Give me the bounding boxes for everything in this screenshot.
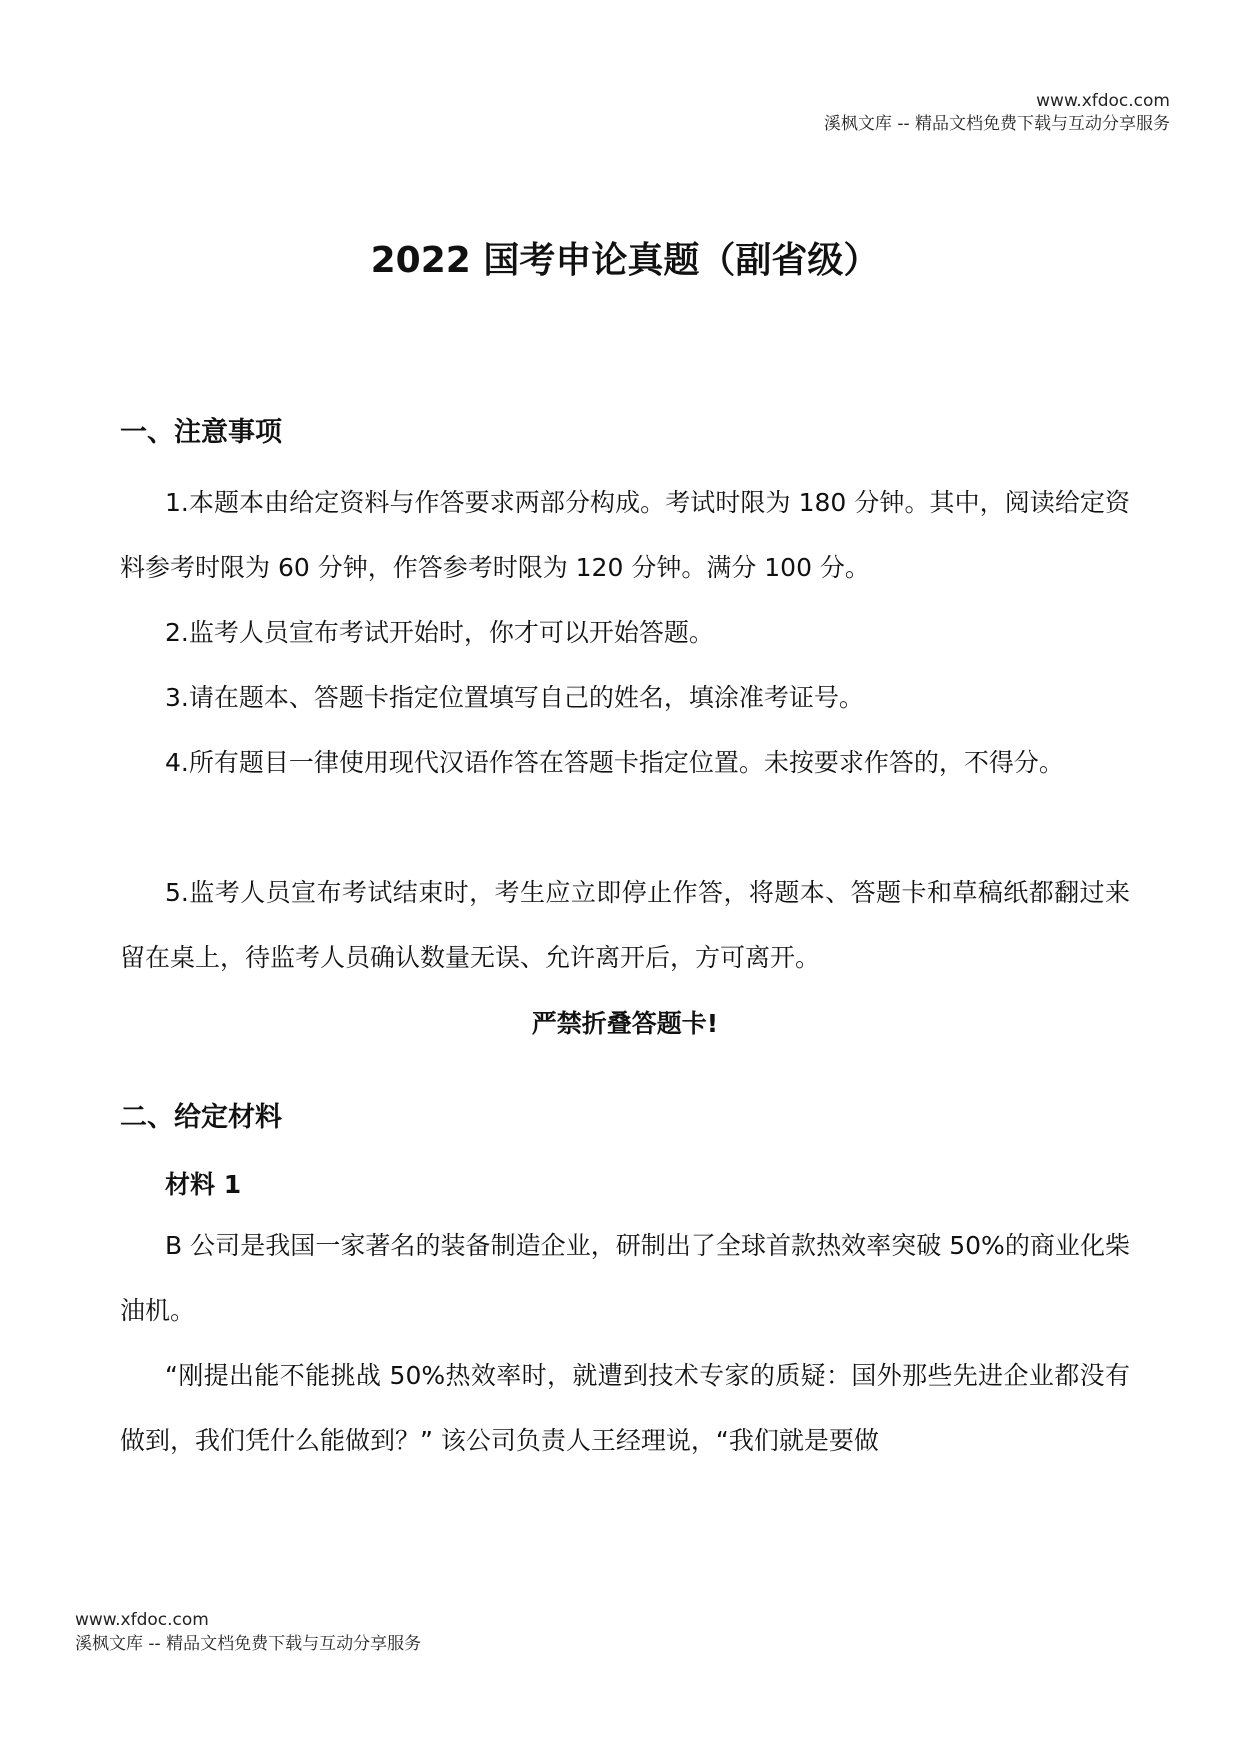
footer-tagline: 溪枫文库 -- 精品文档免费下载与互动分享服务 [75,1634,422,1654]
material-paragraph-2: “刚提出能不能挑战 50%热效率时，就遭到技术专家的质疑：国外那些先进企业都没有做到，我们凭什么能做到？” 该公司负责人王经理说，“我们就是要做 [120,1361,1130,1455]
page-footer [75,1608,421,1656]
header-site-url: www.xfdoc.com [1036,91,1170,111]
note-item-4: 4.所有题目一律使用现代汉语作答在答题卡指定位置。未按要求作答的，不得分。 [165,748,1064,777]
note-item-3: 3.请在题本、答题卡指定位置填写自己的姓名，填涂准考证号。 [165,683,864,712]
note-item-2: 2.监考人员宣布考试开始时，你才可以开始答题。 [165,618,714,647]
note-item-5: 5.监考人员宣布考试结束时，考生应立即停止作答，将题本、答题卡和草稿纸都翻过来留在桌上，待监考人员确认数量无误、允许离开后，方可离开。 [120,878,1130,972]
warning-text: 严禁折叠答题卡! [531,1009,719,1038]
section-heading-materials: 二、给定材料 [120,1102,282,1133]
header-tagline: 溪枫文库 -- 精品文档免费下载与互动分享服务 [823,114,1170,134]
footer-site-url: www.xfdoc.com [75,1610,209,1630]
material-paragraph-1: B 公司是我国一家著名的装备制造企业，研制出了全球首款热效率突破 50%的商业化柴油机。 [120,1231,1130,1325]
document-title: 2022 国考申论真题（副省级） [370,240,880,281]
note-item-1: 1.本题本由给定资料与作答要求两部分构成。考试时限为 180 分钟。其中，阅读给定资料参考时限为 60 分钟，作答参考时限为 120 分钟。满分 100 分。 [120,488,1130,582]
section-heading-notes: 一、注意事项 [120,417,282,448]
page-header [824,90,1170,136]
material-1-heading: 材料 1 [165,1170,242,1199]
